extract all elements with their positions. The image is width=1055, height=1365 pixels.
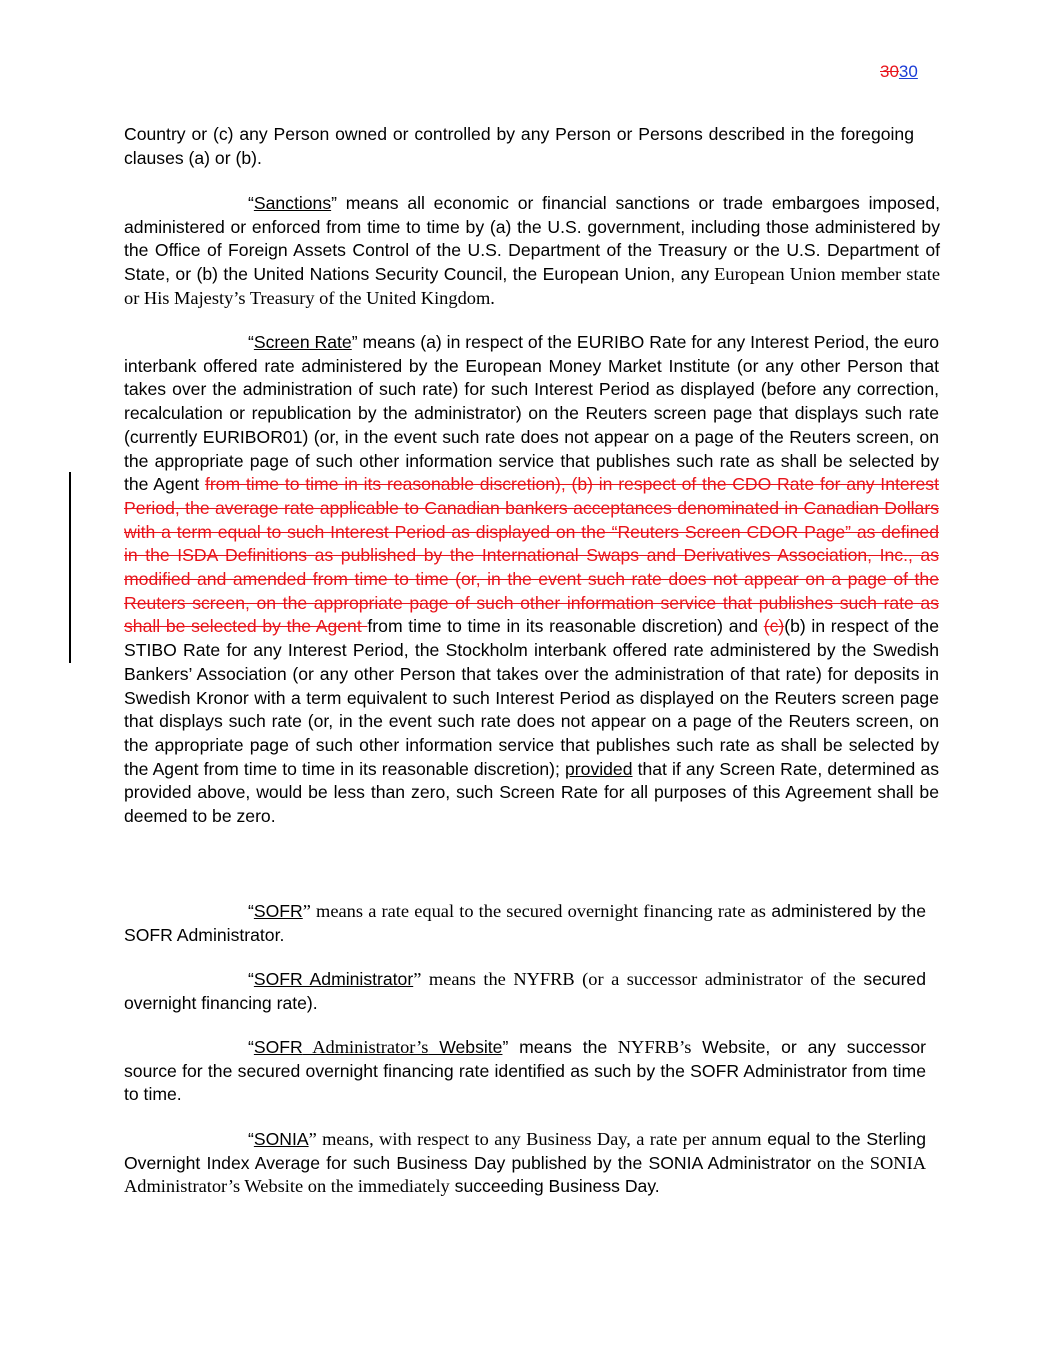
defined-term-sofr-website: SOFR Administrator’s Website xyxy=(253,1037,503,1057)
sonia-body-serif-2: on the SONIA Administrator’s Website on the immediately xyxy=(124,1152,926,1197)
open-quote: “ xyxy=(248,193,254,213)
screen-rate-body-4: that if any Screen Rate, determined as provided above, would be less than zero, such Screen Rate for all purposes of this Agreement shall be deemed to be zero. xyxy=(124,758,939,827)
sofr-admin-body: secured overnight financing rate). xyxy=(124,969,926,1013)
deleted-text-cdo-rate: from time to time in its reasonable discretion), (b) in respect of the CDO Rate for any Interest Period, the average rate applicable to Canadian bankers acceptances denominated in Canadian Dollars with a term equal to such Interest Period as displayed on the “Reuters Screen CDOR Page” as defined in the ISDA Definitions as published by the International Swaps and Derivatives Association, Inc., as modified and amended from time to time (or, in the event such rate does not appear on a page of the Reuters screen, on the appropriate page of such other information service that publishes such rate as shall be selected by the Agent xyxy=(124,474,939,637)
open-quote: “ xyxy=(248,901,254,921)
sonia-body-serif: ” means, with respect to any Business Day, a rate per annum xyxy=(308,1129,762,1149)
defined-term-sonia: SONIA xyxy=(253,1129,309,1149)
defined-term-screen-rate: Screen Rate xyxy=(253,332,352,352)
paragraph-sanctions xyxy=(124,192,940,311)
paragraph-country-continuation: Country or (c) any Person owned or controlled by any Person or Persons described in the foregoing clauses (a) or (b). xyxy=(124,124,914,168)
paragraph-screen-rate xyxy=(124,331,939,829)
paragraph-sonia xyxy=(124,1128,926,1199)
open-quote: “ xyxy=(248,332,254,352)
defined-term-sanctions: Sanctions xyxy=(253,193,332,213)
sanctions-body: ” means all economic or financial sanctions or trade embargoes imposed, administered or enforced from time to time by (a) the U.S. government, including those administered by the Office of Foreign Assets Control of the U.S. Department of the Treasury or the U.S. Department of State, or (b) the United Nations Security Council, the European Union, any xyxy=(124,193,940,285)
open-quote: “ xyxy=(248,969,254,989)
paragraph-sofr-website xyxy=(124,1036,926,1107)
sofr-website-body-1: ” means the xyxy=(502,1037,608,1057)
sofr-website-body-serif: NYFRB’s xyxy=(607,1037,692,1057)
sofr-body-serif: ” means a rate equal to the secured overnight financing rate as xyxy=(302,901,766,921)
open-quote: “ xyxy=(248,1037,254,1057)
sanctions-body-serif: European Union member state or His Majesty’s Treasury of the United Kingdom. xyxy=(124,264,941,308)
deleted-clause-letter: (c) xyxy=(763,616,785,637)
sonia-body-2: succeeding Business Day. xyxy=(449,1176,660,1197)
sofr-website-body-2: Website, or any successor source for the secured overnight financing rate identified as such by the SOFR Administrator from time to time. xyxy=(124,1037,926,1105)
page-number-inserted: 30 xyxy=(898,62,918,81)
revision-change-bar xyxy=(69,472,71,663)
sofr-admin-body-serif: ” means the NYFRB (or a successor administrator of the xyxy=(413,969,856,989)
sonia-body-1: equal to the Sterling Overnight Index Average for such Business Day published by the SONIA Administrator xyxy=(124,1129,926,1173)
paragraph-sofr xyxy=(124,900,926,947)
open-quote: “ xyxy=(248,1129,254,1149)
page-number-deleted: 30 xyxy=(880,62,899,81)
proviso-term: provided xyxy=(565,758,633,779)
screen-rate-body-3: (b) in respect of the STIBO Rate for any Interest Period, the Stockholm interbank offered rate administered by the Swedish Bankers’ Association (or any other Person that takes over the administration of that rate) for deposits in Swedish Kronor with a term equivalent to such Interest Period as displayed on the Reuters screen page that displays such rate (or, in the event such rate does not appear on a page of the Reuters screen, on the appropriate page of such other information service that publishes such rate as shall be selected by the Agent from time to time in its reasonable discretion); xyxy=(124,616,939,779)
paragraph-sofr-administrator xyxy=(124,968,926,1015)
screen-rate-body-2: from time to time in its reasonable discretion) and xyxy=(367,616,764,637)
defined-term-sofr-administrator: SOFR Administrator xyxy=(253,969,414,989)
page-number xyxy=(880,62,918,82)
screen-rate-body-1: ” means (a) in respect of the EURIBO Rate for any Interest Period, the euro interbank offered rate administered by the European Money Market Institute (or any other Person that takes over the administration of such rate) for such Interest Period as displayed (before any correction, recalculation or republication by the administrator) on the Reuters screen page that displays such rate (currently EURIBOR01) (or, in the event such rate does not appear on a page of the Reuters screen, on the appropriate page of such other information service that publishes such rate as shall be selected by the Agent xyxy=(124,332,939,495)
defined-term-sofr: SOFR xyxy=(253,901,303,921)
sofr-body: administered by the SOFR Administrator. xyxy=(124,901,926,945)
